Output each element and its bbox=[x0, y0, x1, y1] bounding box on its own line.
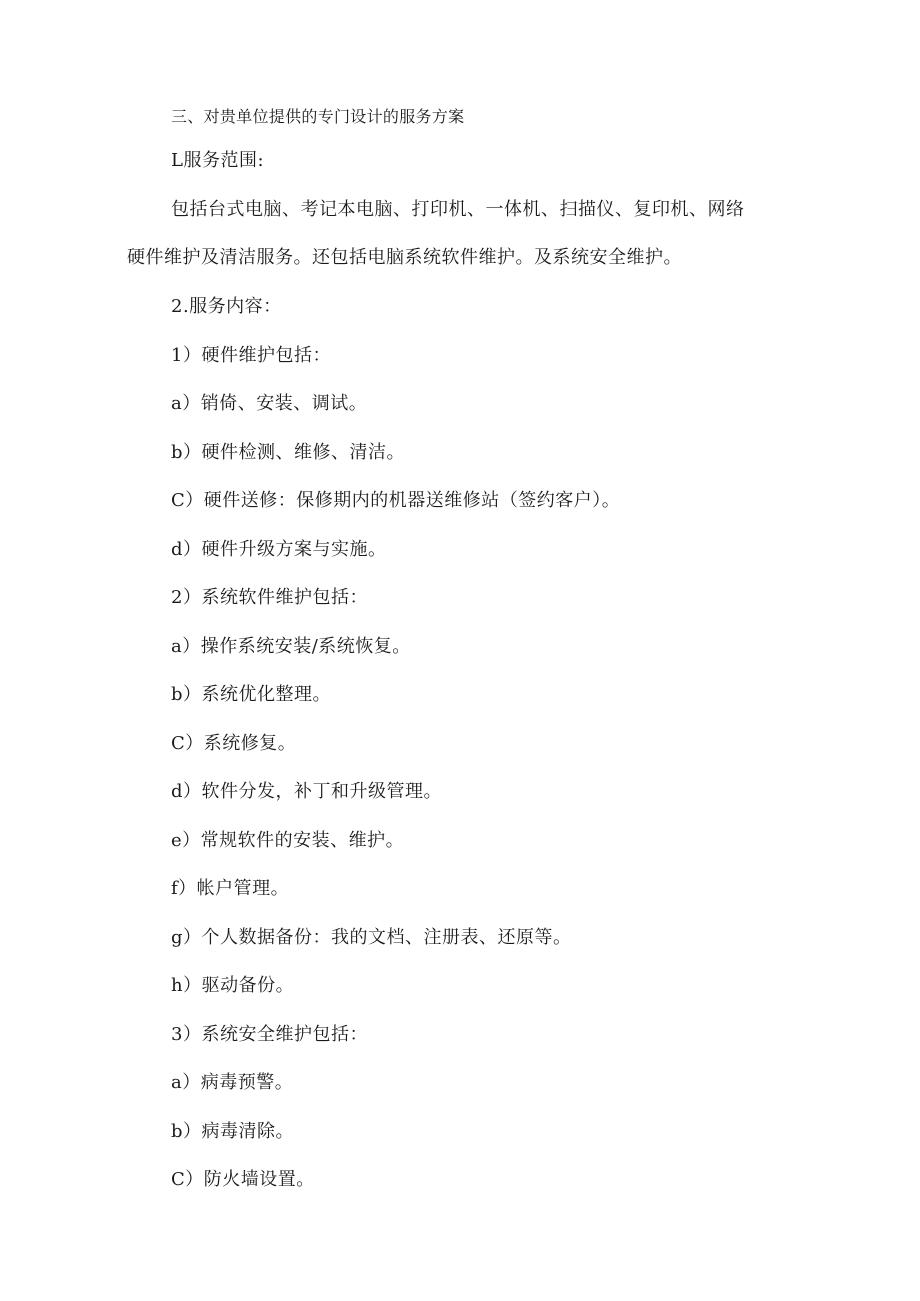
scope-text-line-1: 包括台式电脑、考记本电脑、打印机、一体机、扫描仪、复印机、网络 bbox=[171, 199, 745, 220]
list-item: h）驱动备份。 bbox=[171, 975, 295, 996]
list-item: b）硬件检测、维修、清洁。 bbox=[171, 442, 406, 463]
list-item: g）个人数据备份：我的文档、注册表、还原等。 bbox=[171, 927, 572, 948]
scope-text-line-2: 硬件维护及清洁服务。还包括电脑系统软件维护。及系统安全维护。 bbox=[127, 247, 682, 268]
list-item: a）病毒预警。 bbox=[171, 1072, 294, 1093]
list-item: e）常规软件的安装、维护。 bbox=[171, 830, 405, 851]
list-item: C）防火墙设置。 bbox=[171, 1169, 315, 1190]
software-title: 2）系统软件维护包括： bbox=[171, 587, 368, 608]
list-item: f）帐户管理。 bbox=[171, 878, 290, 899]
list-item: a）销倚、安装、调试。 bbox=[171, 393, 368, 414]
content-title: 2.服务内容： bbox=[171, 296, 282, 317]
list-item: d）软件分发，补丁和升级管理。 bbox=[171, 781, 443, 802]
list-item: a）操作系统安装/系统恢复。 bbox=[171, 636, 411, 657]
section-heading: 三、对贵单位提供的专门设计的服务方案 bbox=[171, 107, 465, 126]
hardware-title: 1）硬件维护包括： bbox=[171, 345, 331, 366]
list-item: C）系统修复。 bbox=[171, 733, 297, 754]
list-item: C）硬件送修：保修期内的机器送维修站（签约客户）。 bbox=[171, 490, 621, 511]
list-item: b）病毒清除。 bbox=[171, 1121, 295, 1142]
scope-title: L服务范围: bbox=[171, 150, 265, 171]
list-item: b）系统优化整理。 bbox=[171, 684, 332, 705]
list-item: d）硬件升级方案与实施。 bbox=[171, 539, 387, 560]
security-title: 3）系统安全维护包括： bbox=[171, 1024, 368, 1045]
